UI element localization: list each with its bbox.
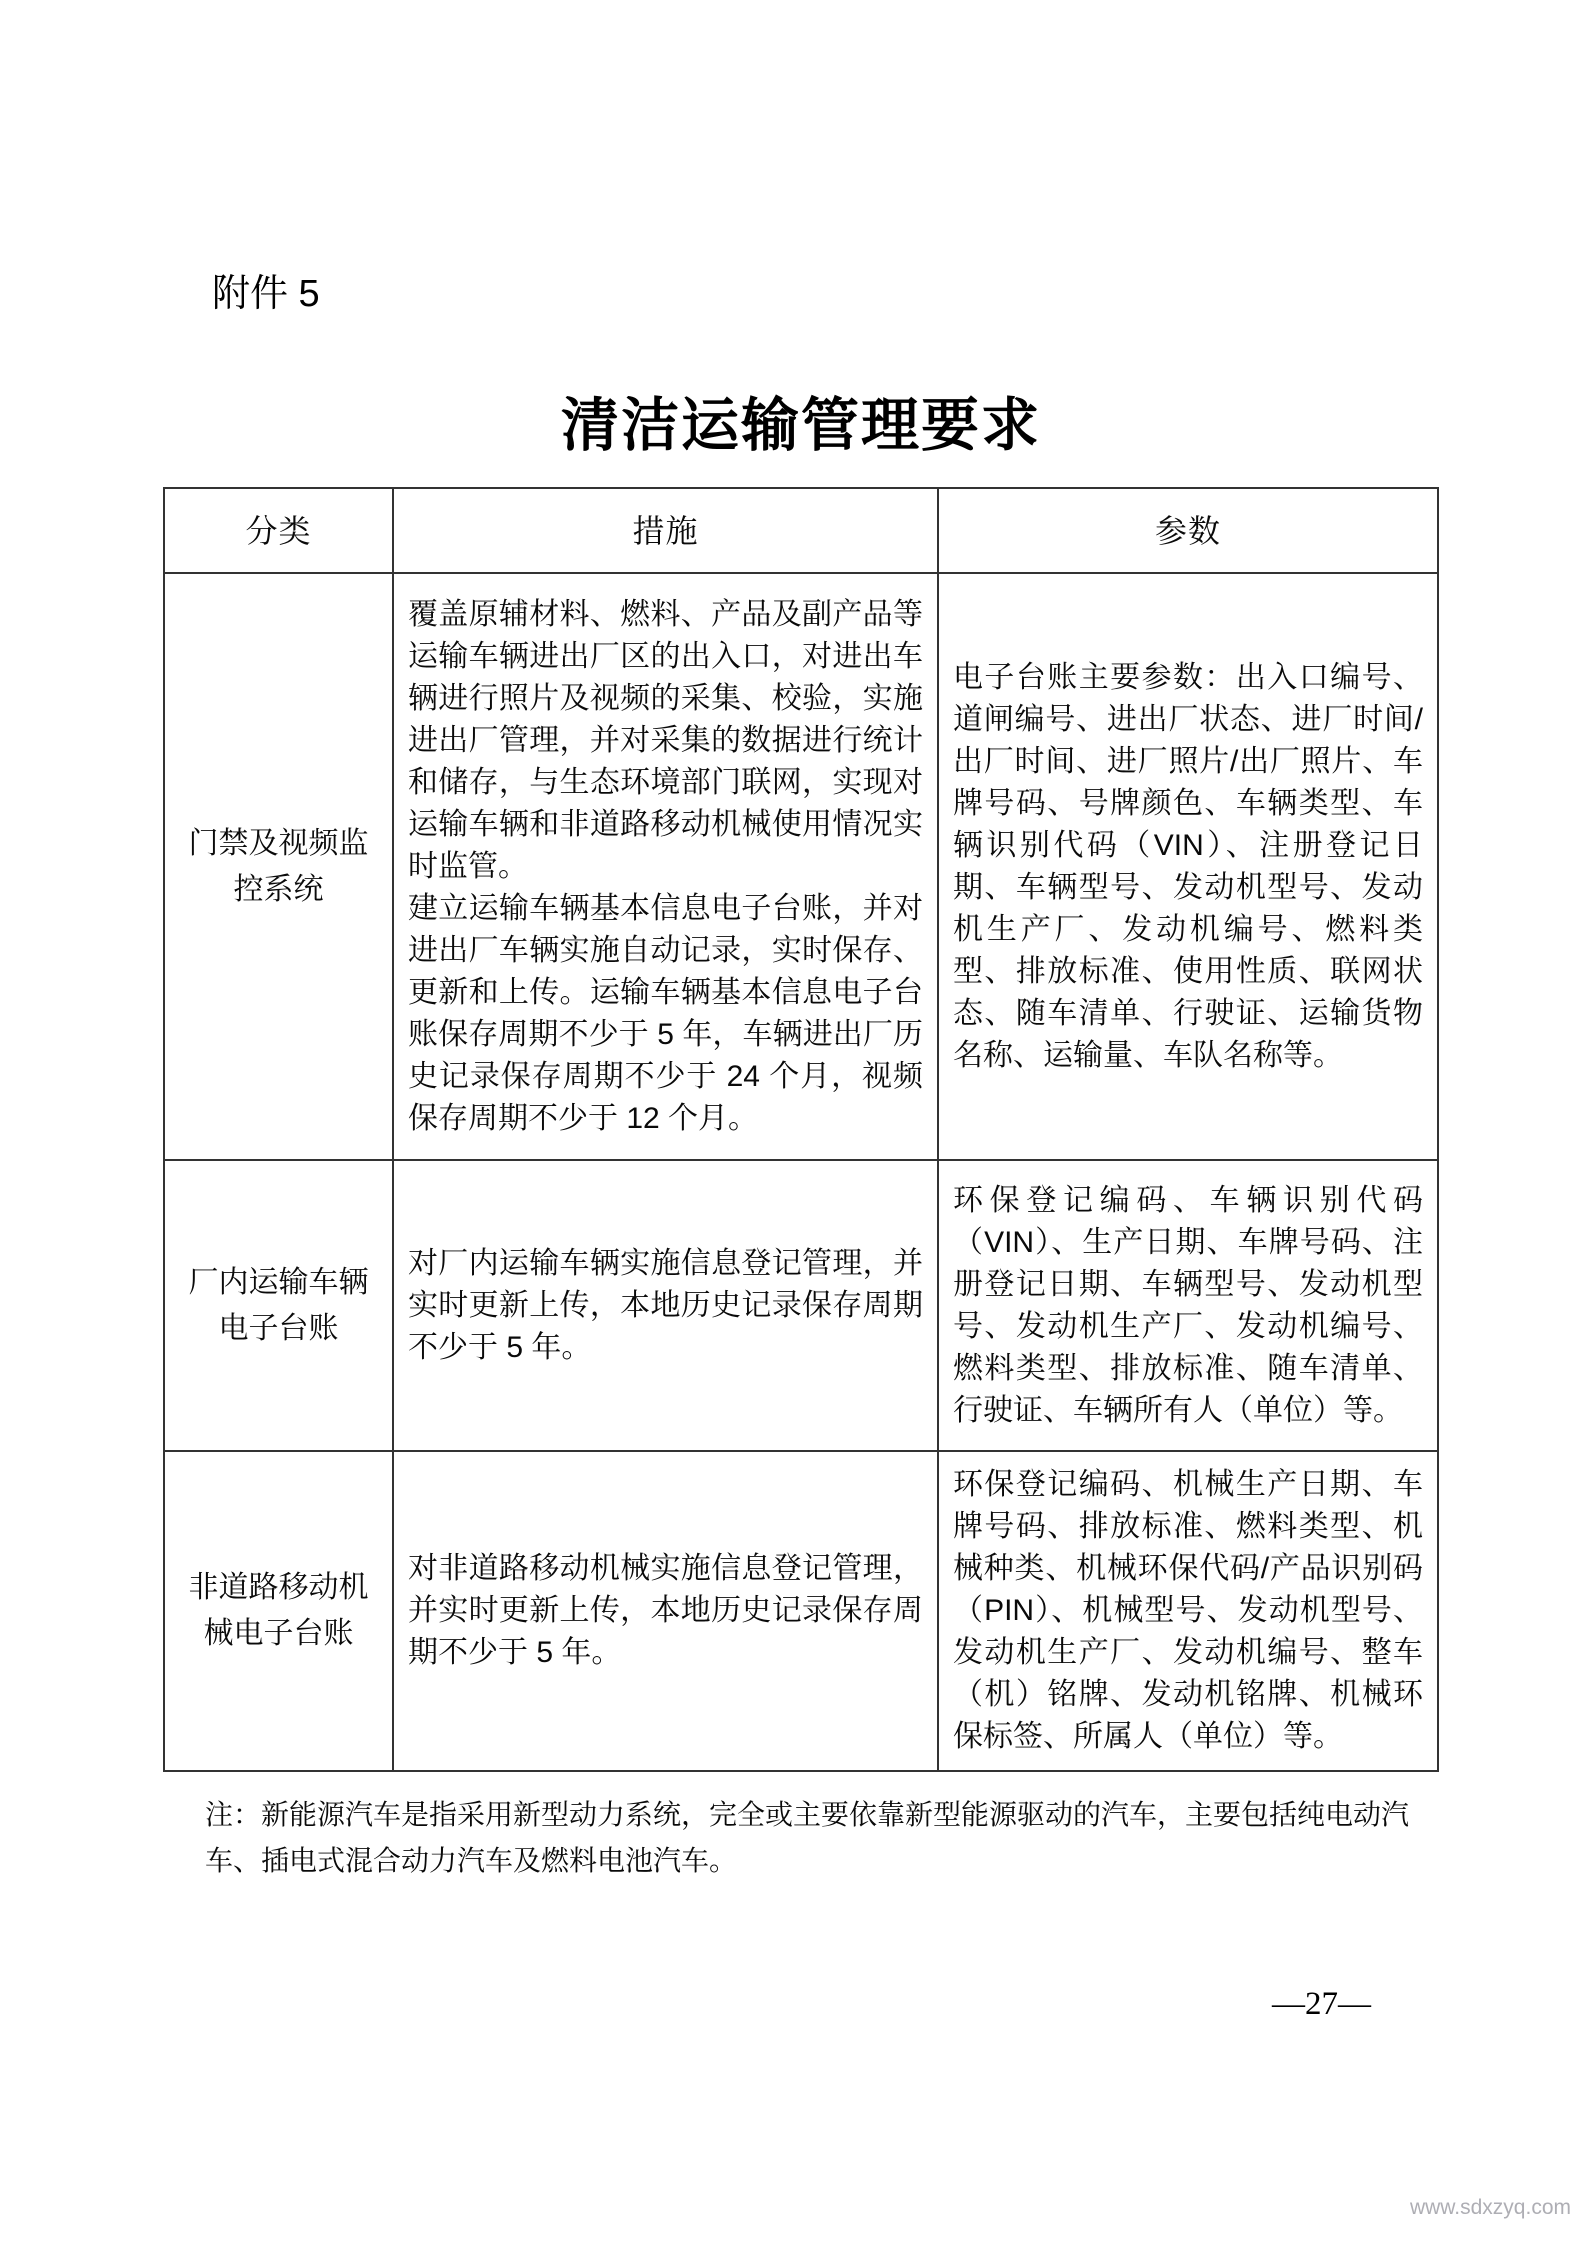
row2-category-cell: 厂内运输车辆电子台账: [165, 1161, 392, 1450]
row2-measures-cell: [394, 1161, 937, 1450]
row1-measures-cell: [394, 574, 937, 1159]
row1-category-cell: 门禁及视频监控系统: [165, 574, 392, 1159]
column-header-parameter: 参数: [939, 489, 1437, 572]
attachment-label: 附件 5: [212, 273, 320, 315]
measures-paragraph: 对厂内运输车辆实施信息登记管理，并实时更新上传，本地历史记录保存周期不少于 5 年。: [408, 1246, 923, 1364]
watermark-url: www.sdxzyq.com: [1409, 2196, 1571, 2219]
measures-paragraph: 建立运输车辆基本信息电子台账，并对进出厂车辆实施自动记录，实时保存、更新和上传。运输车辆基本信息电子台账保存周期不少于 5 年，车辆进出厂历史记录保存周期不少于 24 个月，视频保存周期不少于 12 个月。: [408, 891, 923, 1135]
row3-measures-cell: [394, 1452, 937, 1770]
column-header-category: 分类: [165, 489, 392, 572]
management-requirements-table: [163, 487, 1439, 1772]
parameters-paragraph: 环保登记编码、车辆识别代码（VIN）、生产日期、车牌号码、注册登记日期、车辆型号、发动机型号、发动机生产厂、发动机编号、燃料类型、排放标准、随车清单、行驶证、车辆所有人（单位）等。: [953, 1183, 1423, 1427]
row2-parameters-cell: [939, 1161, 1437, 1450]
parameters-paragraph: 环保登记编码、机械生产日期、车牌号码、排放标准、燃料类型、机械种类、机械环保代码/产品识别码（PIN）、机械型号、发动机型号、发动机生产厂、发动机编号、整车（机）铭牌、发动机铭牌、机械环保标签、所属人（单位）等。: [953, 1468, 1423, 1753]
document-title: 清洁运输管理要求: [560, 393, 1041, 458]
measures-paragraph: 对非道路移动机械实施信息登记管理，并实时更新上传，本地历史记录保存周期不少于 5 年。: [408, 1552, 923, 1669]
row1-parameters-cell: [939, 574, 1437, 1159]
measures-paragraph: 覆盖原辅材料、燃料、产品及副产品等运输车辆进出厂区的出入口，对进出车辆进行照片及视频的采集、校验，实施进出厂管理，并对采集的数据进行统计和储存，与生态环境部门联网，实现对运输车辆和非道路移动机械使用情况实时监管。: [408, 597, 923, 883]
column-header-measure: 措施: [394, 489, 937, 572]
row3-parameters-cell: [939, 1452, 1437, 1770]
row3-category-cell: 非道路移动机械电子台账: [165, 1452, 392, 1770]
footnote: 注：新能源汽车是指采用新型动力系统，完全或主要依靠新型能源驱动的汽车，主要包括纯电动汽车、插电式混合动力汽车及燃料电池汽车。: [205, 1799, 1410, 1876]
page-number: —27—: [1272, 1986, 1371, 2022]
parameters-paragraph: 电子台账主要参数：出入口编号、道闸编号、进出厂状态、进厂时间/出厂时间、进厂照片/出厂照片、车牌号码、号牌颜色、车辆类型、车辆识别代码（VIN）、注册登记日期、车辆型号、发动机型号、发动机生产厂、发动机编号、燃料类型、排放标准、使用性质、联网状态、随车清单、行驶证、运输货物名称、运输量、车队名称等。: [953, 660, 1423, 1072]
